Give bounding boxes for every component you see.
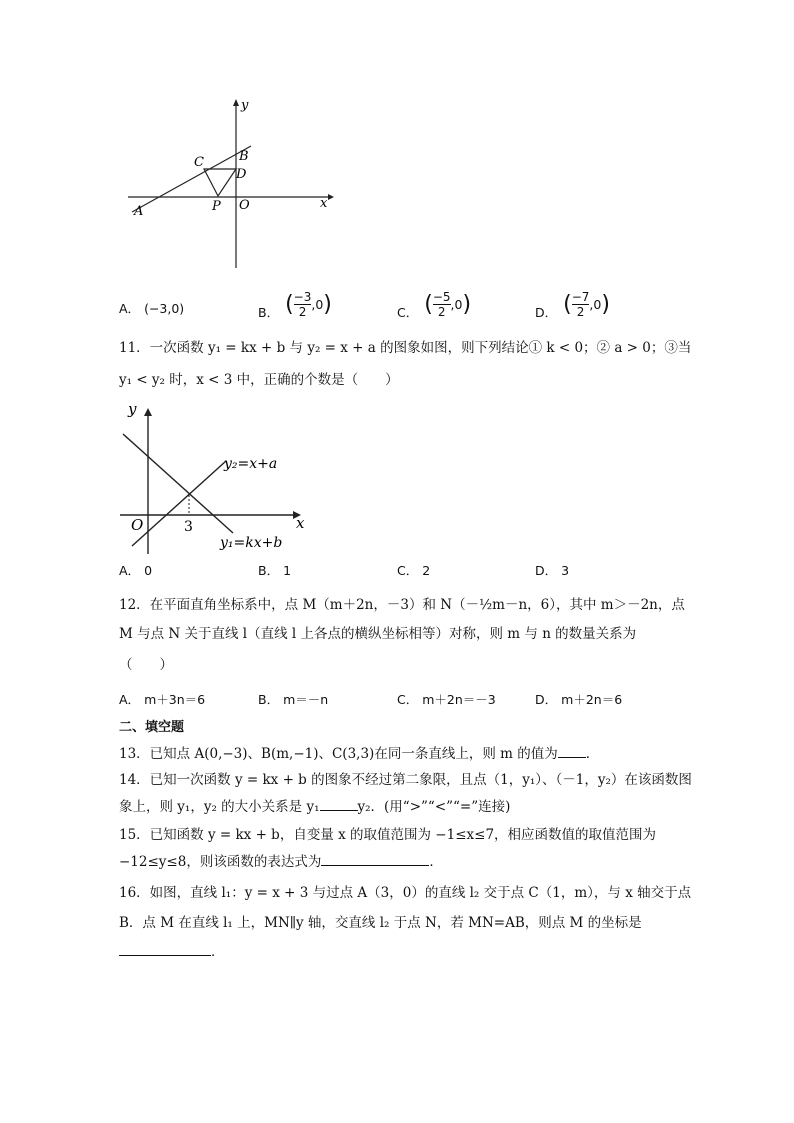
q11-option-c[interactable]: C． 2	[397, 563, 431, 578]
q12-option-a[interactable]: A． m＋3n＝6	[119, 692, 206, 707]
q11-line2: y₁ < y₂ 时，x < 3 中，正确的个数是（ ）	[119, 372, 399, 388]
label-o: O	[131, 516, 144, 534]
q11-option-d[interactable]: D． 3	[535, 563, 570, 578]
label-b: B	[239, 149, 249, 164]
label-x: x	[296, 514, 305, 532]
q16-answer-blank[interactable]	[119, 942, 211, 956]
q13-answer-blank[interactable]	[558, 744, 586, 758]
q16-line1: 16．如图，直线 l₁：y = x + 3 与过点 A（3，0）的直线 l₂ 交于点 C（1，m），与 x 轴交于点	[119, 885, 692, 901]
q10-option-d-value: ( $\frac{-7}{2}$ ,0)	[563, 290, 610, 319]
q12-option-c[interactable]: C． m＋2n＝－3	[397, 692, 496, 707]
section-title-fill-blank: 二、填空题	[119, 720, 185, 735]
q14-line2: 象上，则 y₁，y₂ 的大小关系是 y₁ y₂．(用“>”“<”“=”连接)	[119, 799, 511, 815]
q16-line3: ．	[119, 942, 225, 962]
y-axis-arrow	[233, 99, 239, 106]
q14-answer-blank[interactable]	[320, 797, 358, 811]
q15-line1: 15．已知函数 y = kx + b，自变量 x 的取值范围为 −1≤x≤7，相应函数值的取值范围为	[119, 827, 657, 843]
q13-text: 13．已知点 A(0,−3)、B(m,−1)、C(3,3)在同一条直线上，则 m 的值为	[119, 746, 558, 762]
figure-q11	[118, 398, 318, 556]
q15-answer-blank[interactable]	[321, 852, 429, 866]
label-x: x	[320, 196, 328, 211]
label-three: 3	[184, 519, 193, 535]
q10-option-d[interactable]: D． ( $\frac{-7}{2}$ ,0)	[535, 290, 610, 320]
label-c: C	[194, 155, 204, 170]
label-line1: y₁=kx+b	[220, 535, 283, 551]
label-y: y	[128, 400, 137, 418]
q12-line3: （ ）	[119, 657, 173, 673]
x-axis-arrow	[328, 194, 334, 200]
q11-option-b[interactable]: B． 1	[258, 563, 292, 578]
label-p: P	[212, 199, 221, 214]
q12-option-b[interactable]: B． m＝－n	[258, 692, 329, 707]
q12-option-d[interactable]: D． m＋2n＝6	[535, 692, 623, 707]
y-axis-arrow	[144, 408, 152, 416]
q16-line2: B．点 M 在直线 l₁ 上，MN∥y 轴，交直线 l₂ 于点 N，若 MN=AB，则点 M 的坐标是	[119, 915, 642, 931]
q10-option-a[interactable]: A． (−3,0)	[119, 301, 185, 316]
line-ab	[132, 146, 251, 212]
q13-line: 13．已知点 A(0,−3)、B(m,−1)、C(3,3)在同一条直线上，则 m 的值为 ．	[119, 746, 600, 762]
q10-option-b[interactable]: B． ( $\frac{-3}{2}$ ,0)	[258, 290, 332, 320]
label-a: A	[134, 204, 144, 219]
q12-line2: M 与点 N 关于直线 l（直线 l 上各点的横纵坐标相等）对称，则 m 与 n 的数量关系为	[119, 626, 637, 642]
q11-line1: 11．一次函数 y₁ = kx + b 与 y₂ = x + a 的图象如图，则下列结论① k < 0；② a > 0；③当	[119, 340, 692, 356]
line-y2	[132, 461, 226, 546]
triangle-cdp	[204, 169, 236, 196]
label-d: D	[236, 167, 247, 182]
label-y: y	[241, 98, 249, 113]
q10-option-c-value: ( $\frac{-5}{2}$ ,0)	[424, 290, 472, 319]
label-line2: y₂=x+a	[224, 456, 278, 472]
q15-line2: −12≤y≤8，则该函数的表达式为 ．	[119, 854, 443, 870]
q14-line1: 14．已知一次函数 y = kx + b 的图象不经过第二象限，且点（1，y₁）、（－1，y₂）在该函数图	[119, 772, 692, 788]
label-o: O	[239, 198, 250, 213]
q10-option-a-value: (−3,0)	[144, 301, 185, 316]
q10-option-c[interactable]: C． ( $\frac{-5}{2}$ ,0)	[397, 290, 472, 320]
q10-option-b-value: ( $\frac{-3}{2}$ ,0)	[285, 290, 332, 319]
q11-option-a[interactable]: A． 0	[119, 563, 153, 578]
q10-options	[119, 290, 719, 328]
figure-q10	[122, 96, 342, 274]
q12-line1: 12．在平面直角坐标系中，点 M（m＋2n，－3）和 N（－½m－n，6），其中 m＞－2n，点	[119, 597, 685, 613]
